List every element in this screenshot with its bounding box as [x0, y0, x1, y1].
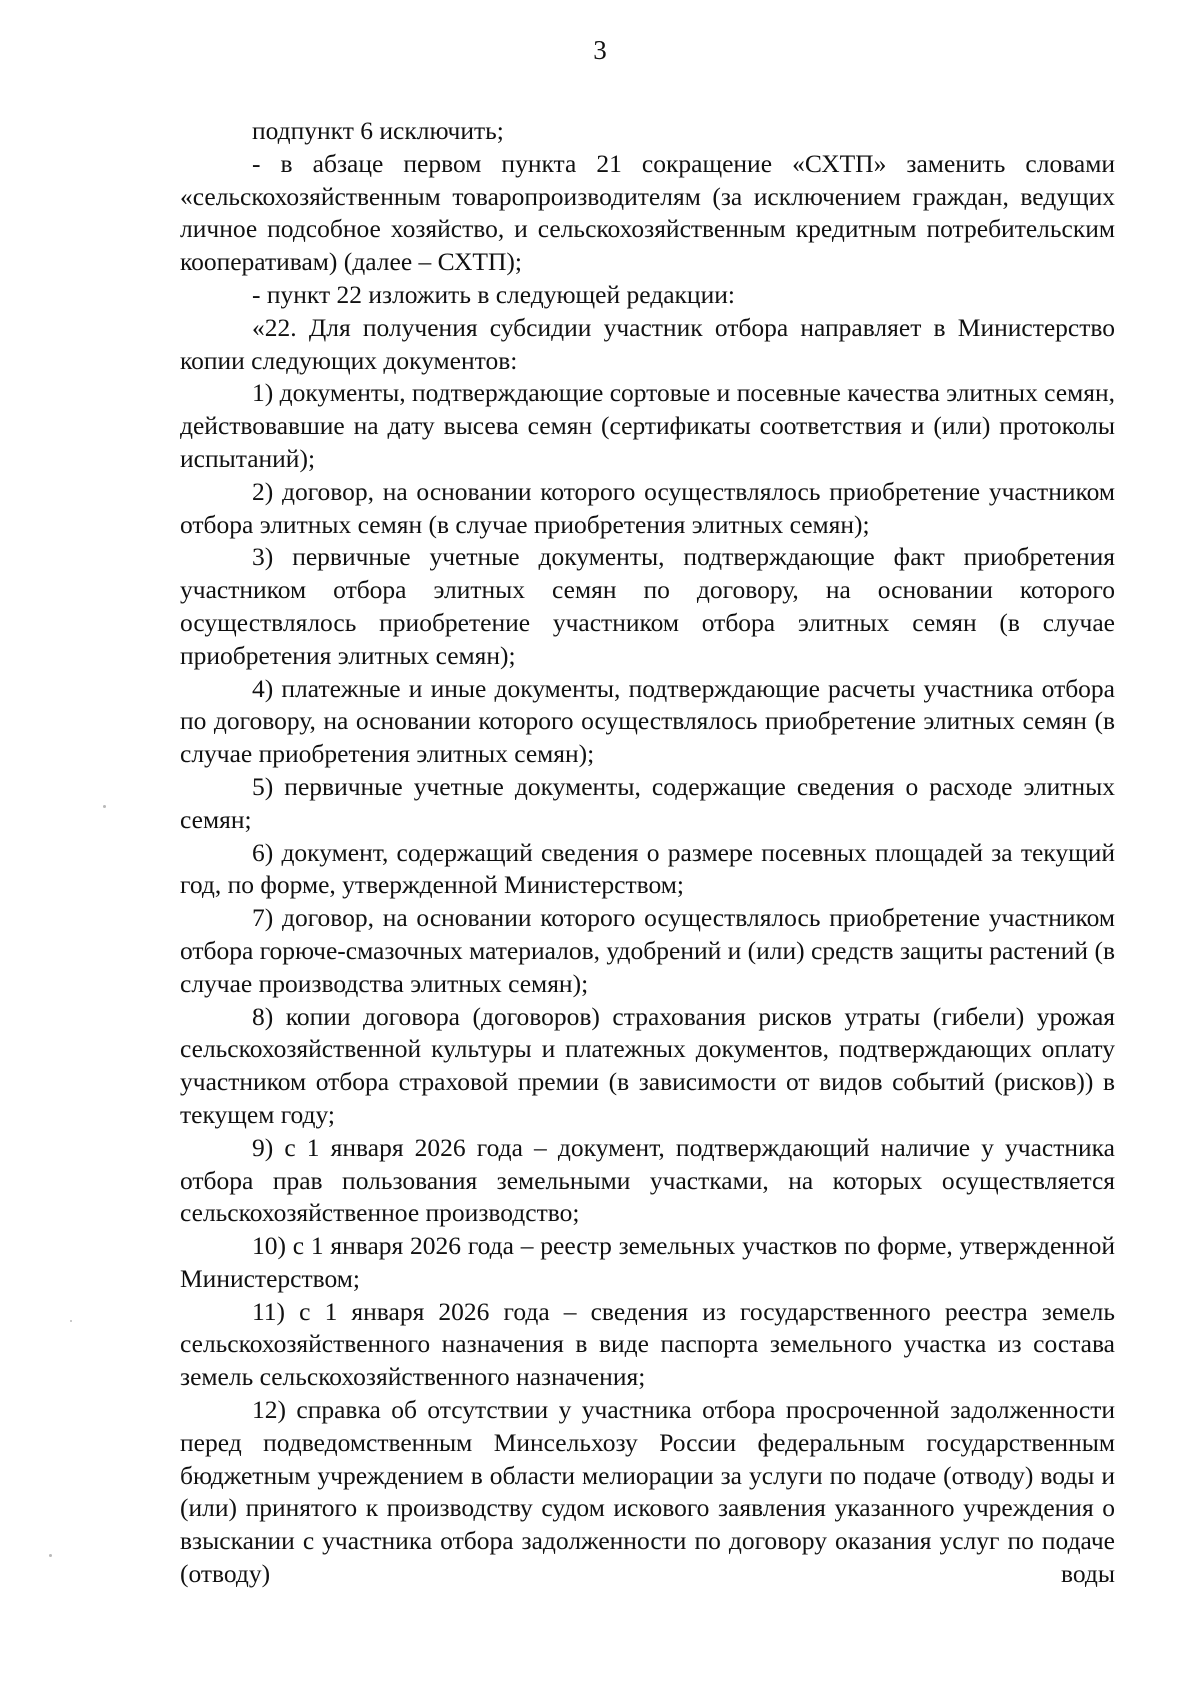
- paragraph: 3) первичные учетные документы, подтверждающие факт приобретения участником отбора элитных семян по договору, на основании которого осуществлялось приобретение участником отбора элитных семян (в случае приобретения элитных семян);: [180, 542, 1115, 670]
- page-number: 3: [593, 35, 607, 65]
- paragraph: 6) документ, содержащий сведения о размере посевных площадей за текущий год, по форме, утвержденной Министерством;: [180, 837, 1115, 900]
- scan-speck: [49, 1554, 52, 1557]
- paragraph: подпункт 6 исключить;: [252, 116, 504, 145]
- paragraph: 7) договор, на основании которого осуществлялось приобретение участником отбора горюче-смазочных материалов, удобрений и (или) средств защиты растений (в случае производства элитных семян);: [180, 903, 1115, 998]
- paragraph: - в абзаце первом пункта 21 сокращение «СХТП» заменить словами «сельскохозяйственным товаропроизводителям (за исключением граждан, ведущих личное подсобное хозяйство, и сельскохозяйственным кредитным потребительским кооперативам) (далее – СХТП);: [180, 148, 1115, 277]
- scan-speck: [70, 1320, 72, 1322]
- document-body: [180, 115, 1115, 1591]
- paragraph: 9) с 1 января 2026 года – документ, подтверждающий наличие у участника отбора прав пользования земельными участками, на которых осуществляется сельскохозяйственное производство;: [180, 1132, 1115, 1228]
- paragraph: 4) платежные и иные документы, подтверждающие расчеты участника отбора по договору, на основании которого осуществлялось приобретение элитных семян (в случае приобретения элитных семян);: [180, 673, 1115, 769]
- scan-speck: [103, 805, 106, 808]
- paragraph: 10) с 1 января 2026 года – реестр земельных участков по форме, утвержденной Министерством;: [180, 1231, 1115, 1293]
- paragraph: 2) договор, на основании которого осуществлялось приобретение участником отбора элитных семян (в случае приобретения элитных семян);: [180, 476, 1115, 539]
- paragraph: 8) копии договора (договоров) страхования рисков утраты (гибели) урожая сельскохозяйственной культуры и платежных документов, подтверждающих оплату участником отбора страховой премии (в зависимости от видов событий (рисков)) в текущем году;: [180, 1001, 1115, 1129]
- paragraph: 12) справка об отсутствии у участника отбора просроченной задолженности перед подведомственным Минсельхозу России федеральным государственным бюджетным учреждением в области мелиорации за услуги по подаче (отводу) воды и (или) принятого к производству судом искового заявления указанного учреждения о взыскании с участника отбора задолженности по договору оказания услуг по подаче (отводу) воды: [180, 1395, 1115, 1589]
- paragraph: «22. Для получения субсидии участник отбора направляет в Министерство копии следующих документов:: [180, 312, 1115, 375]
- paragraph: 5) первичные учетные документы, содержащие сведения о расходе элитных семян;: [180, 771, 1115, 834]
- paragraph: 1) документы, подтверждающие сортовые и посевные качества элитных семян, действовавшие на дату высева семян (сертификаты соответствия и (или) протоколы испытаний);: [180, 378, 1115, 473]
- paragraph: 11) с 1 января 2026 года – сведения из государственного реестра земель сельскохозяйственного назначения в виде паспорта земельного участка из состава земель сельскохозяйственного назначения;: [180, 1296, 1115, 1392]
- paragraph: - пункт 22 изложить в следующей редакции:: [252, 279, 735, 309]
